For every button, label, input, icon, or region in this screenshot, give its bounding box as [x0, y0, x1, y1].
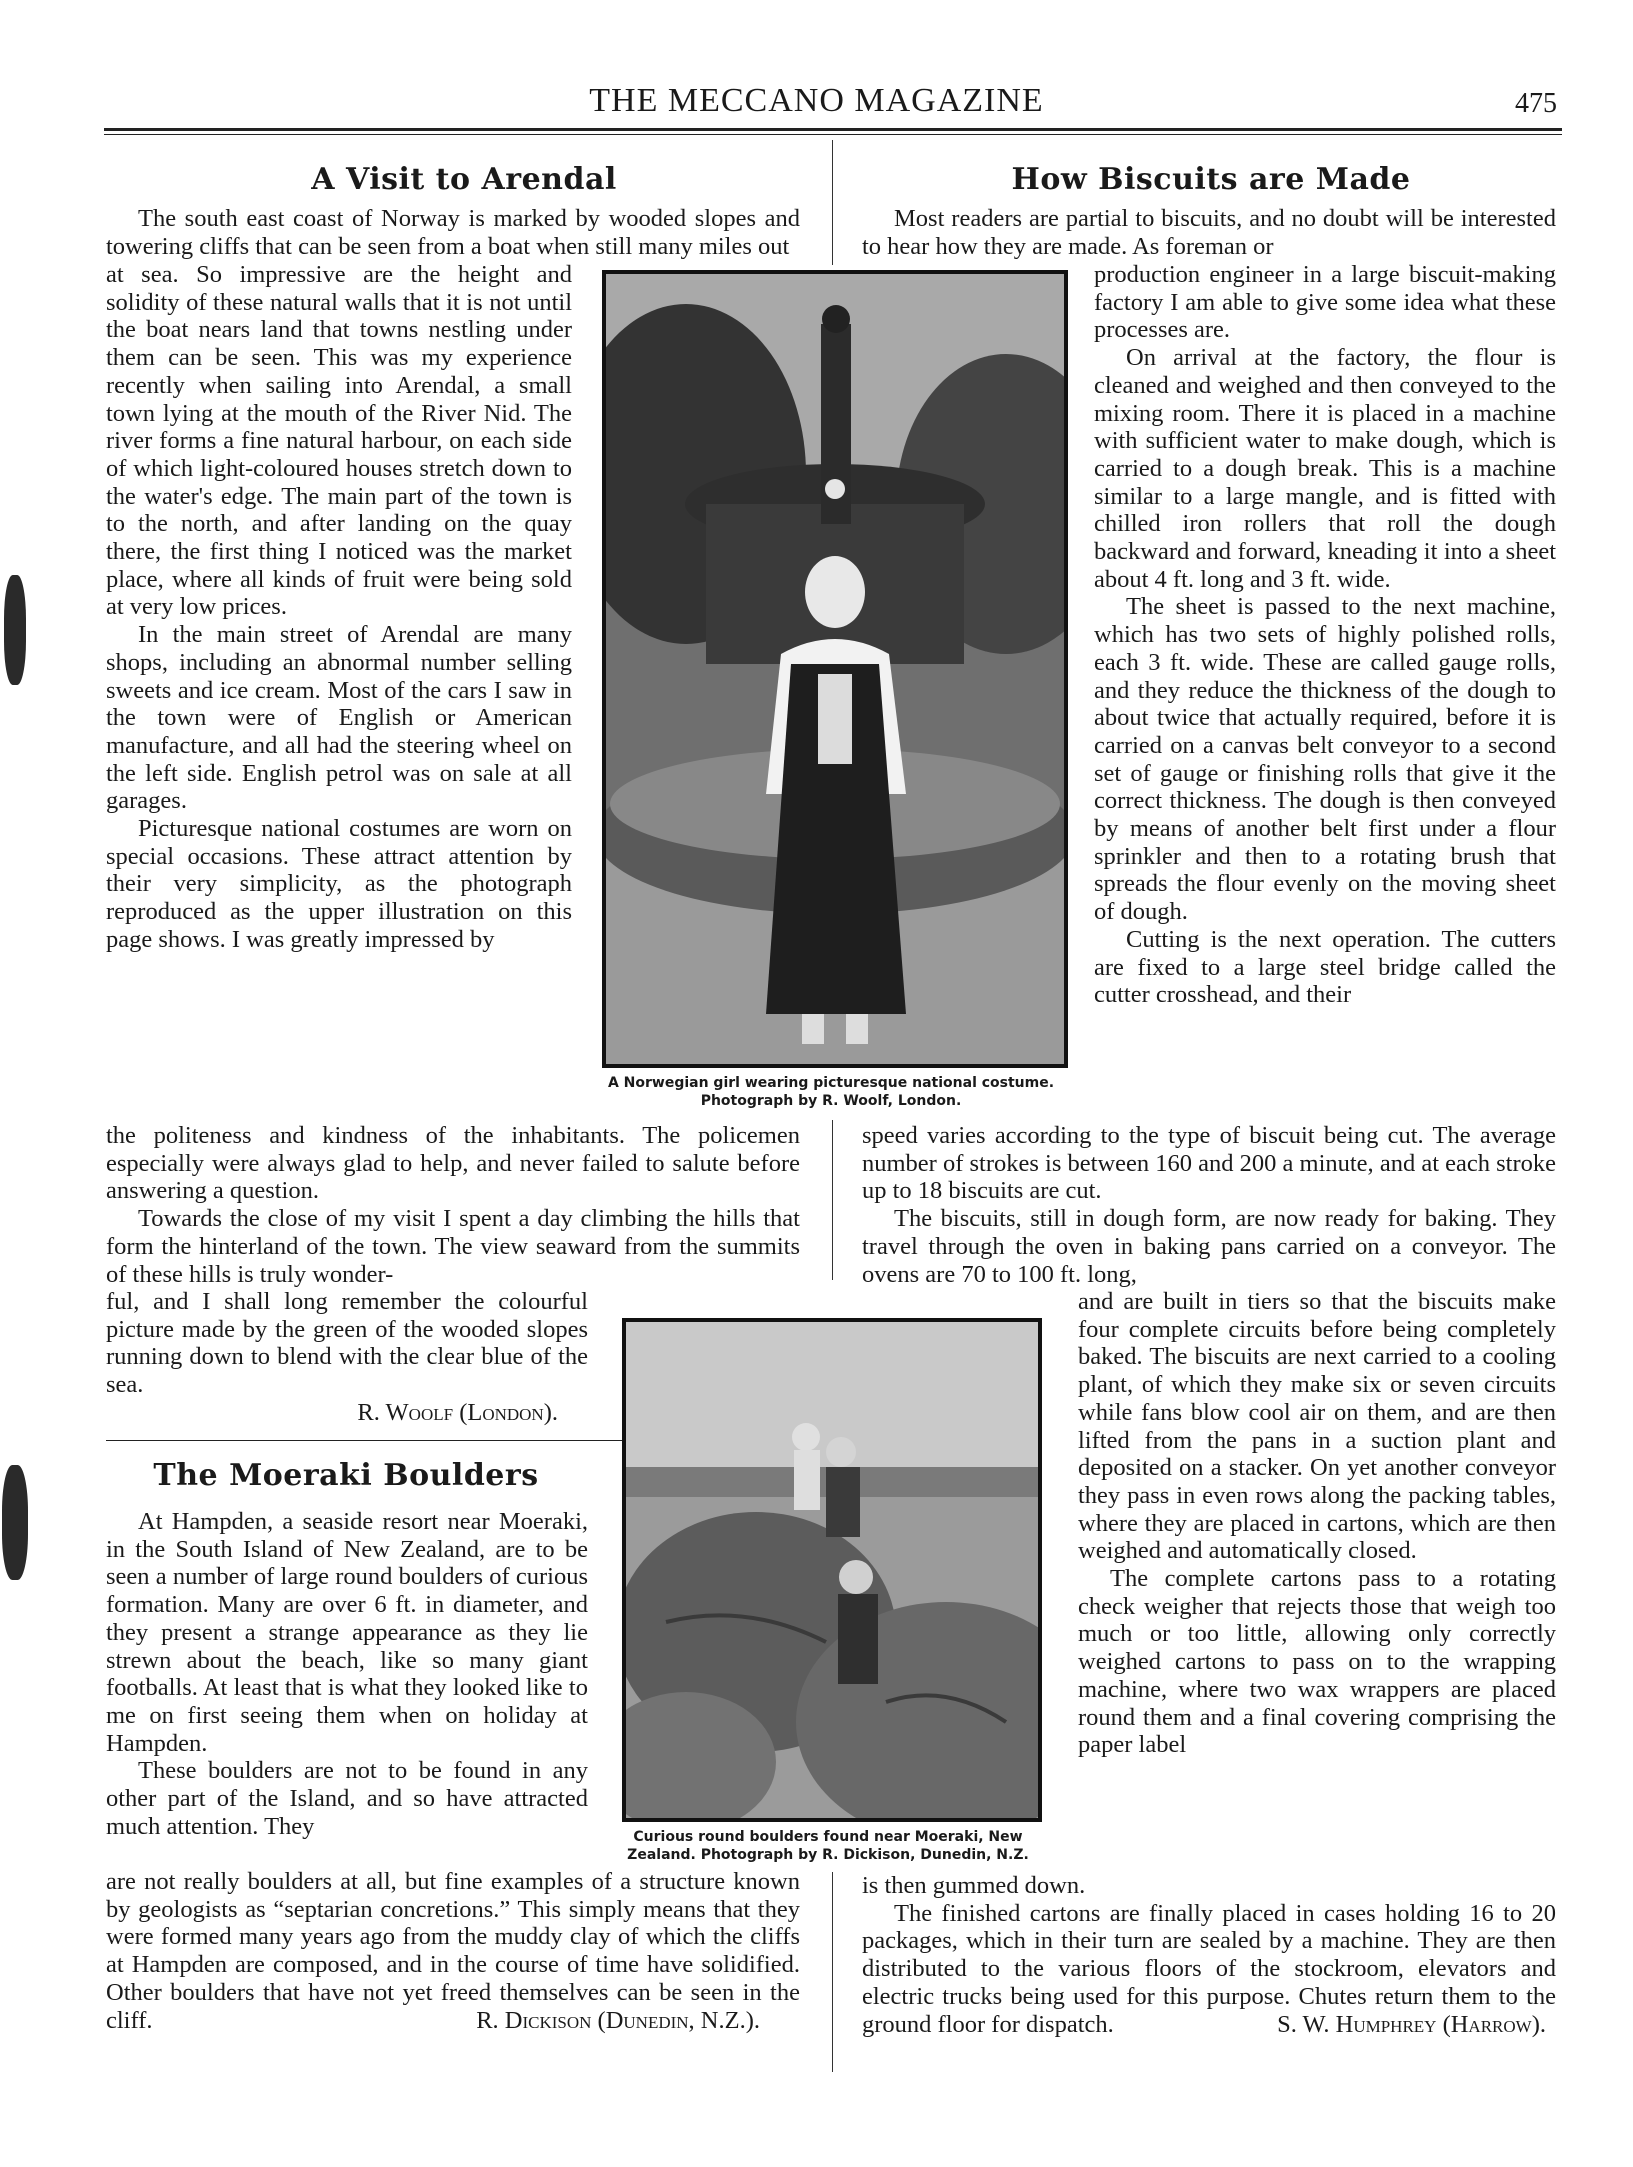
biscuits-narrow-column-lower — [1078, 1288, 1556, 1759]
arendal-paragraph: ful, and I shall long remember the colourful picture made by the green of the wooded slopes running down to blend with the clear blue of the sea. — [106, 1288, 588, 1399]
moeraki-paragraph: These boulders are not to be found in any other part of the Island, and so have attracted much attention. They — [106, 1757, 588, 1840]
photo-norwegian-girl — [602, 270, 1068, 1068]
moeraki-wide-block — [106, 1868, 800, 2034]
header-rule — [104, 128, 1562, 131]
scan-margin-mark — [2, 1465, 28, 1580]
article-title-moeraki: The Moeraki Boulders — [153, 1458, 539, 1493]
magazine-title: THE MECCANO MAGAZINE — [589, 82, 1044, 119]
article-title-biscuits: How Biscuits are Made — [1011, 162, 1411, 197]
article-title-arendal: A Visit to Arendal — [311, 162, 617, 197]
caption-moeraki-boulders — [610, 1828, 1046, 1864]
arendal-paragraph: In the main street of Arendal are many shops, including an abnormal number selling sweets and ice cream. Most of the cars I saw in the town were of English or American manufacture, and all had the steering wheel on the left side. English petrol was on sale at all garages. — [106, 621, 572, 815]
biscuits-paragraph: speed varies according to the type of biscuit being cut. The average number of strokes is between 160 and 200 a minute, and at each stroke up to 18 biscuits are cut. — [862, 1122, 1556, 1205]
header-rule-thin — [104, 134, 1562, 135]
biscuits-paragraph: On arrival at the factory, the flour is cleaned and weighed and then conveyed to the mixing room. There it is placed in a machine with sufficient water to make dough, which is carried to a dough break. This is a machine similar to a large mangle, and is fitted with chilled iron rollers that roll the dough backward and forward, kneading it into a sheet about 4 ft. long and 3 ft. wide. — [1094, 344, 1556, 593]
arendal-wide-block — [106, 1122, 800, 1288]
scan-margin-mark — [4, 575, 26, 685]
caption-norwegian-girl-line1: A Norwegian girl wearing picturesque national costume. — [607, 1075, 1055, 1091]
column-divider-bottom — [832, 1872, 833, 2072]
boulders-illustration — [626, 1322, 1038, 1818]
biscuits-paragraph: production engineer in a large biscuit-making factory I am able to give some idea what these processes are. — [1094, 261, 1556, 344]
arendal-paragraph: the politeness and kindness of the inhabitants. The policemen especially were always glad to help, and never failed to salute before answering a question. — [106, 1122, 800, 1205]
arendal-paragraph-cont: at sea. So impressive are the height and solidity of these natural walls that it is not until the boat nears land that towns nestling under them can be seen. This was my experience recently when sailing into Arendal, a small town lying at the mouth of the River Nid. The river forms a fine natural harbour, on each side of which light-coloured houses stretch down to the water's edge. The main part of the town is to the north, and after landing on the quay there, the first thing I noticed was the market place, where all kinds of fruit were being sold at very low prices. — [106, 261, 572, 621]
moeraki-signature: R. Dickison (Dunedin, N.Z.). — [476, 2006, 760, 2034]
column-divider-middle — [832, 1120, 833, 1280]
caption-moeraki-line2: Zealand. Photograph by R. Dickison, Dunedin, N.Z. — [627, 1847, 1029, 1863]
biscuits-paragraph: The biscuits, still in dough form, are now ready for baking. They travel through the oven in baking pans carried on a conveyor. The ovens are 70 to 100 ft. long, — [862, 1205, 1556, 1288]
biscuits-wide-block-bottom — [862, 1872, 1556, 2038]
biscuits-paragraph: Most readers are partial to biscuits, and no doubt will be interested to hear how they are made. As foreman or — [862, 205, 1556, 260]
column-divider-top — [832, 140, 833, 265]
moeraki-paragraph: At Hampden, a seaside resort near Moeraki, in the South Island of New Zealand, are to be seen a number of large round boulders of curious formation. Many are over 6 ft. in diameter, and they present a strange appearance as they lie strewn about the beach, like so many giant footballs. At least that is what they looked like to me on first seeing them when on holiday at Hampden. — [106, 1508, 588, 1757]
arendal-signature: R. Woolf (London). — [357, 1398, 558, 1426]
biscuits-paragraph: is then gummed down. — [862, 1872, 1086, 1899]
arendal-paragraph: Towards the close of my visit I spent a day climbing the hills that form the hinterland of the town. The view seaward from the summits of these hills is truly wonder- — [106, 1205, 800, 1288]
arendal-intro — [106, 205, 800, 261]
biscuits-intro — [862, 205, 1556, 260]
biscuits-paragraph: Cutting is the next operation. The cutters are fixed to a large steel bridge called the cutter crosshead, and their — [1094, 925, 1556, 1009]
biscuits-paragraph: The finished cartons are finally placed in cases holding 16 to 20 packages, which in their turn are sealed by a machine. They are then distributed to the various floors of the stockroom, elevators and electric trucks being used for this purpose. Chutes return them to the ground floor for dispatch. — [862, 1899, 1556, 2038]
arendal-closing-block — [106, 1288, 588, 1427]
biscuits-narrow-column-upper — [1094, 261, 1556, 1009]
biscuits-signature: S. W. Humphrey (Harrow). — [1277, 2010, 1546, 2038]
biscuits-paragraph: and are built in tiers so that the biscuits make four complete circuits before being completely baked. The biscuits are next carried to a cooling plant, of which they make six or seven circuits while fans blow cool air on them, and are then lifted from the pans in a suction plant and deposited on a stacker. On yet another conveyor they pass in even rows along the packing tables, where they are placed in cartons, which are then weighed and automatically closed. — [1078, 1288, 1556, 1565]
caption-norwegian-girl — [590, 1074, 1072, 1110]
caption-norwegian-girl-line2: Photograph by R. Woolf, London. — [700, 1093, 962, 1109]
biscuits-paragraph: The complete cartons pass to a rotating check weigher that rejects those that weigh too much or too little, allowing only correctly weighed cartons to pass on to the wrapping machine, where two wax wrappers are placed round them and a final covering comprising the paper label — [1078, 1565, 1556, 1759]
norwegian-girl-illustration — [606, 274, 1064, 1064]
arendal-paragraph-intro: The south east coast of Norway is marked by wooded slopes and towering cliffs that can be seen from a boat when still many miles out — [106, 205, 800, 260]
arendal-paragraph: Picturesque national costumes are worn on special occasions. These attract attention by their very simplicity, as the photograph reproduced as the upper illustration on this page shows. I was greatly impressed by — [106, 815, 572, 953]
photo-moeraki-boulders — [622, 1318, 1042, 1822]
arendal-narrow-column — [106, 261, 572, 1121]
moeraki-narrow-column — [106, 1508, 588, 1840]
biscuits-paragraph: The sheet is passed to the next machine, which has two sets of highly polished rolls, each 3 ft. wide. These are called gauge rolls, and they reduce the thickness of the dough to about twice that actually required, before it is carried on a canvas belt conveyor to a second set of gauge or finishing rolls that give it the correct thickness. The dough is then conveyed by means of another belt first under a flour sprinkler and then to a rotating brush that spreads the flour evenly on the moving sheet of dough. — [1094, 593, 1556, 926]
caption-moeraki-line1: Curious round boulders found near Moeraki, New — [633, 1829, 1023, 1845]
biscuits-wide-block-middle — [862, 1122, 1556, 1288]
moeraki-paragraph: are not really boulders at all, but fine examples of a structure known by geologists as “septarian concretions.” This simply means that they were formed many years ago from the muddy clay of which the cliffs at Hampden are composed, and in the course of time have solidified. Other boulders that have not yet freed themselves can be seen in the cliff. — [106, 1868, 800, 2034]
page-number: 475 — [1515, 88, 1557, 119]
